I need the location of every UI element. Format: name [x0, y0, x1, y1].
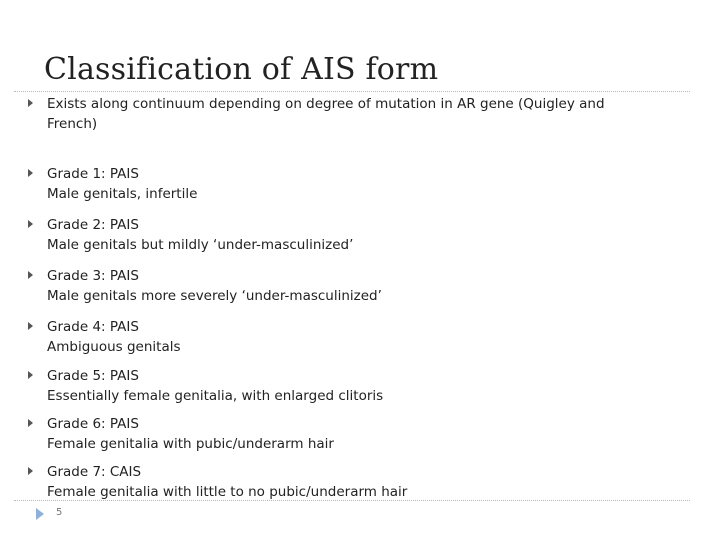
grade-description: Male genitals but mildly ‘under-masculinized’: [47, 237, 354, 253]
grade-description: Male genitals more severely ‘under-masculinized’: [47, 288, 382, 304]
page-number: 5: [56, 507, 63, 518]
bullet-arrow-icon: [28, 322, 33, 330]
grade-heading: Grade 6: PAIS: [47, 416, 139, 432]
grade-description: Ambiguous genitals: [47, 339, 181, 355]
bullet-arrow-icon: [28, 220, 33, 228]
bullet-line: Exists along continuum depending on degree of mutation in AR gene (Quigley and: [47, 96, 605, 112]
grade-heading: Grade 4: PAIS: [47, 319, 139, 335]
grade-description: Male genitals, infertile: [47, 186, 198, 202]
footer-arrow-icon: [36, 508, 44, 520]
grade-heading: Grade 5: PAIS: [47, 368, 139, 384]
grade-description: Female genitalia with pubic/underarm hair: [47, 436, 334, 452]
bullet-arrow-icon: [28, 271, 33, 279]
grade-description: Essentially female genitalia, with enlarged clitoris: [47, 388, 384, 404]
grade-heading: Grade 1: PAIS: [47, 166, 139, 182]
footer-divider: [14, 500, 690, 501]
grade-heading: Grade 3: PAIS: [47, 268, 139, 284]
bullet-arrow-icon: [28, 169, 33, 177]
grade-description: Female genitalia with little to no pubic/underarm hair: [47, 484, 408, 500]
bullet-arrow-icon: [28, 371, 33, 379]
bullet-arrow-icon: [28, 99, 33, 107]
bullet-line: French): [47, 116, 98, 132]
grade-heading: Grade 7: CAIS: [47, 464, 142, 480]
slide-title: Classification of AIS form: [44, 52, 439, 87]
bullet-arrow-icon: [28, 419, 33, 427]
title-divider: [14, 91, 690, 92]
bullet-arrow-icon: [28, 467, 33, 475]
grade-heading: Grade 2: PAIS: [47, 217, 139, 233]
